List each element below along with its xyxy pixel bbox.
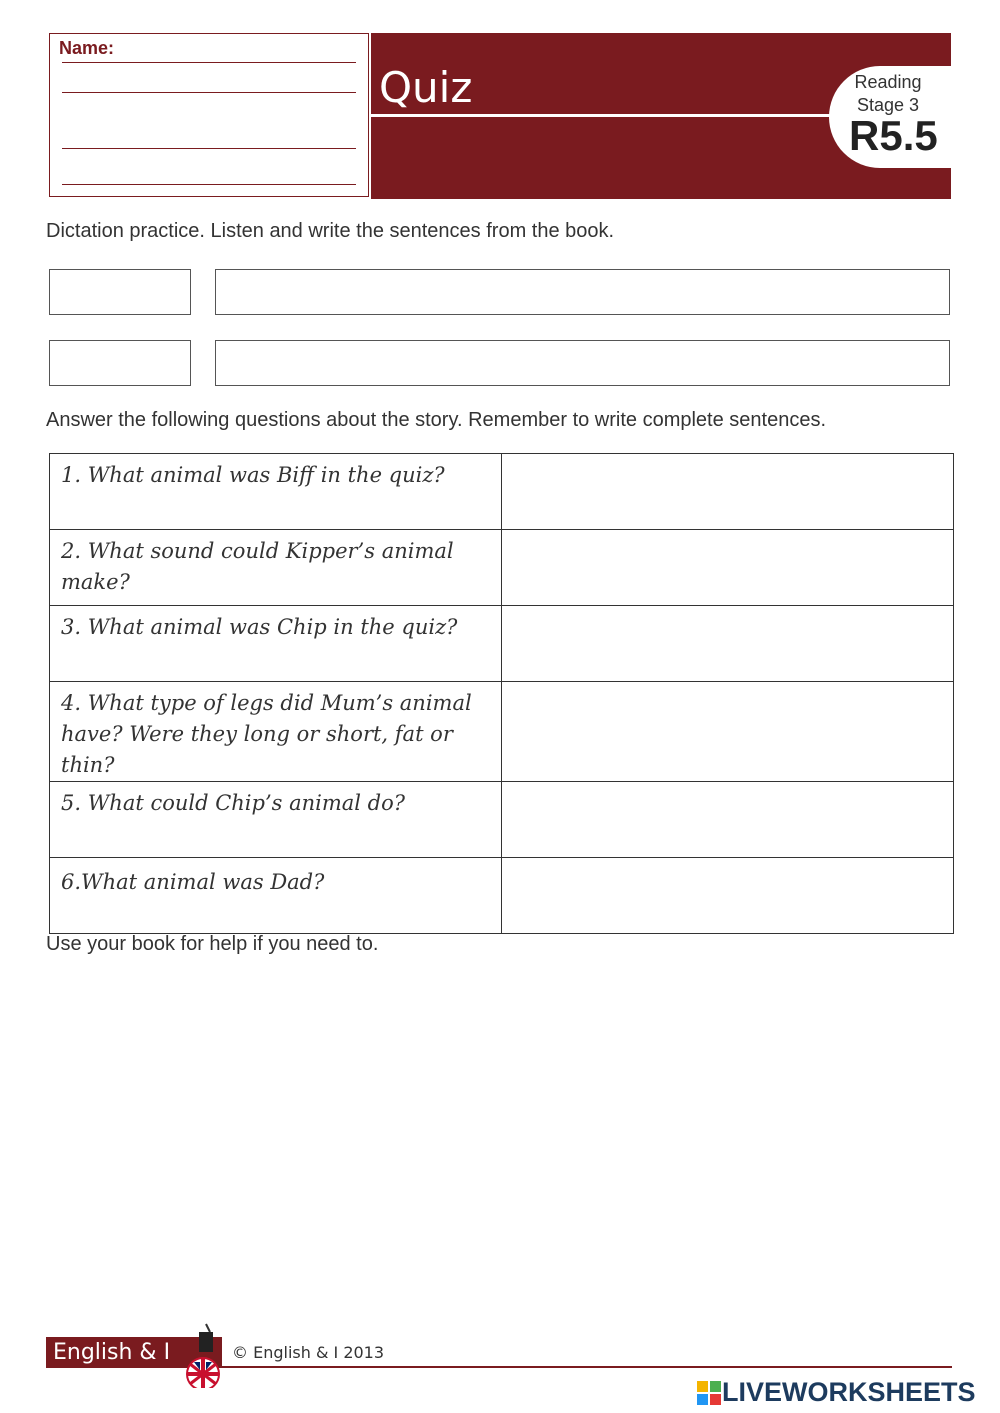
table-row [50,682,954,782]
worksheet-header [49,33,951,199]
dictation-instruction: Dictation practice. Listen and write the sentences from the book. [46,220,615,242]
answer-cell[interactable] [502,682,954,782]
help-instruction: Use your book for help if you need to. [46,933,379,955]
questions-instruction: Answer the following questions about the story. Remember to write complete sentences. [46,409,827,431]
answer-cell[interactable] [502,530,954,606]
union-jack-person-icon [184,1322,222,1388]
name-box [49,33,369,197]
dictation-sentence-box-1[interactable] [215,269,950,315]
page-title: Quiz [379,63,473,112]
stage-code: R5.5 [849,112,938,159]
name-line[interactable] [62,184,356,185]
answer-cell[interactable] [502,782,954,858]
table-row [50,606,954,682]
answer-cell[interactable] [502,858,954,934]
stage-level: Stage 3 [856,95,920,115]
table-row [50,782,954,858]
liveworksheets-wordmark[interactable]: LIVEWORKSHEETS [722,1377,976,1407]
question-cell: 3. What animal was Chip in the quiz? [50,606,502,682]
table-row [50,454,954,530]
brand-text: English & I [53,1340,171,1365]
stage-badge [829,66,969,168]
table-row [50,530,954,606]
question-cell: 1. What animal was Biff in the quiz? [50,454,502,530]
name-line[interactable] [62,92,356,93]
copyright-text: © English & I 2013 [232,1343,385,1362]
dictation-number-box-1[interactable] [49,269,191,315]
liveworksheets-logo-icon [697,1381,721,1405]
stage-reading: Reading [854,72,922,92]
name-line[interactable] [62,62,356,63]
question-cell: 6.What animal was Dad? [50,858,502,934]
answer-cell[interactable] [502,606,954,682]
name-label: Name: [59,38,115,58]
title-rule [371,114,841,117]
name-line[interactable] [62,148,356,149]
question-table [49,453,954,934]
dictation-number-box-2[interactable] [49,340,191,386]
title-band [371,33,951,199]
table-row [50,858,954,934]
question-cell: 2. What sound could Kipper’s animal make? [50,530,502,606]
question-cell: 4. What type of legs did Mum’s animal have? Were they long or short, fat or thin? [50,682,502,782]
answer-cell[interactable] [502,454,954,530]
question-cell: 5. What could Chip’s animal do? [50,782,502,858]
dictation-sentence-box-2[interactable] [215,340,950,386]
